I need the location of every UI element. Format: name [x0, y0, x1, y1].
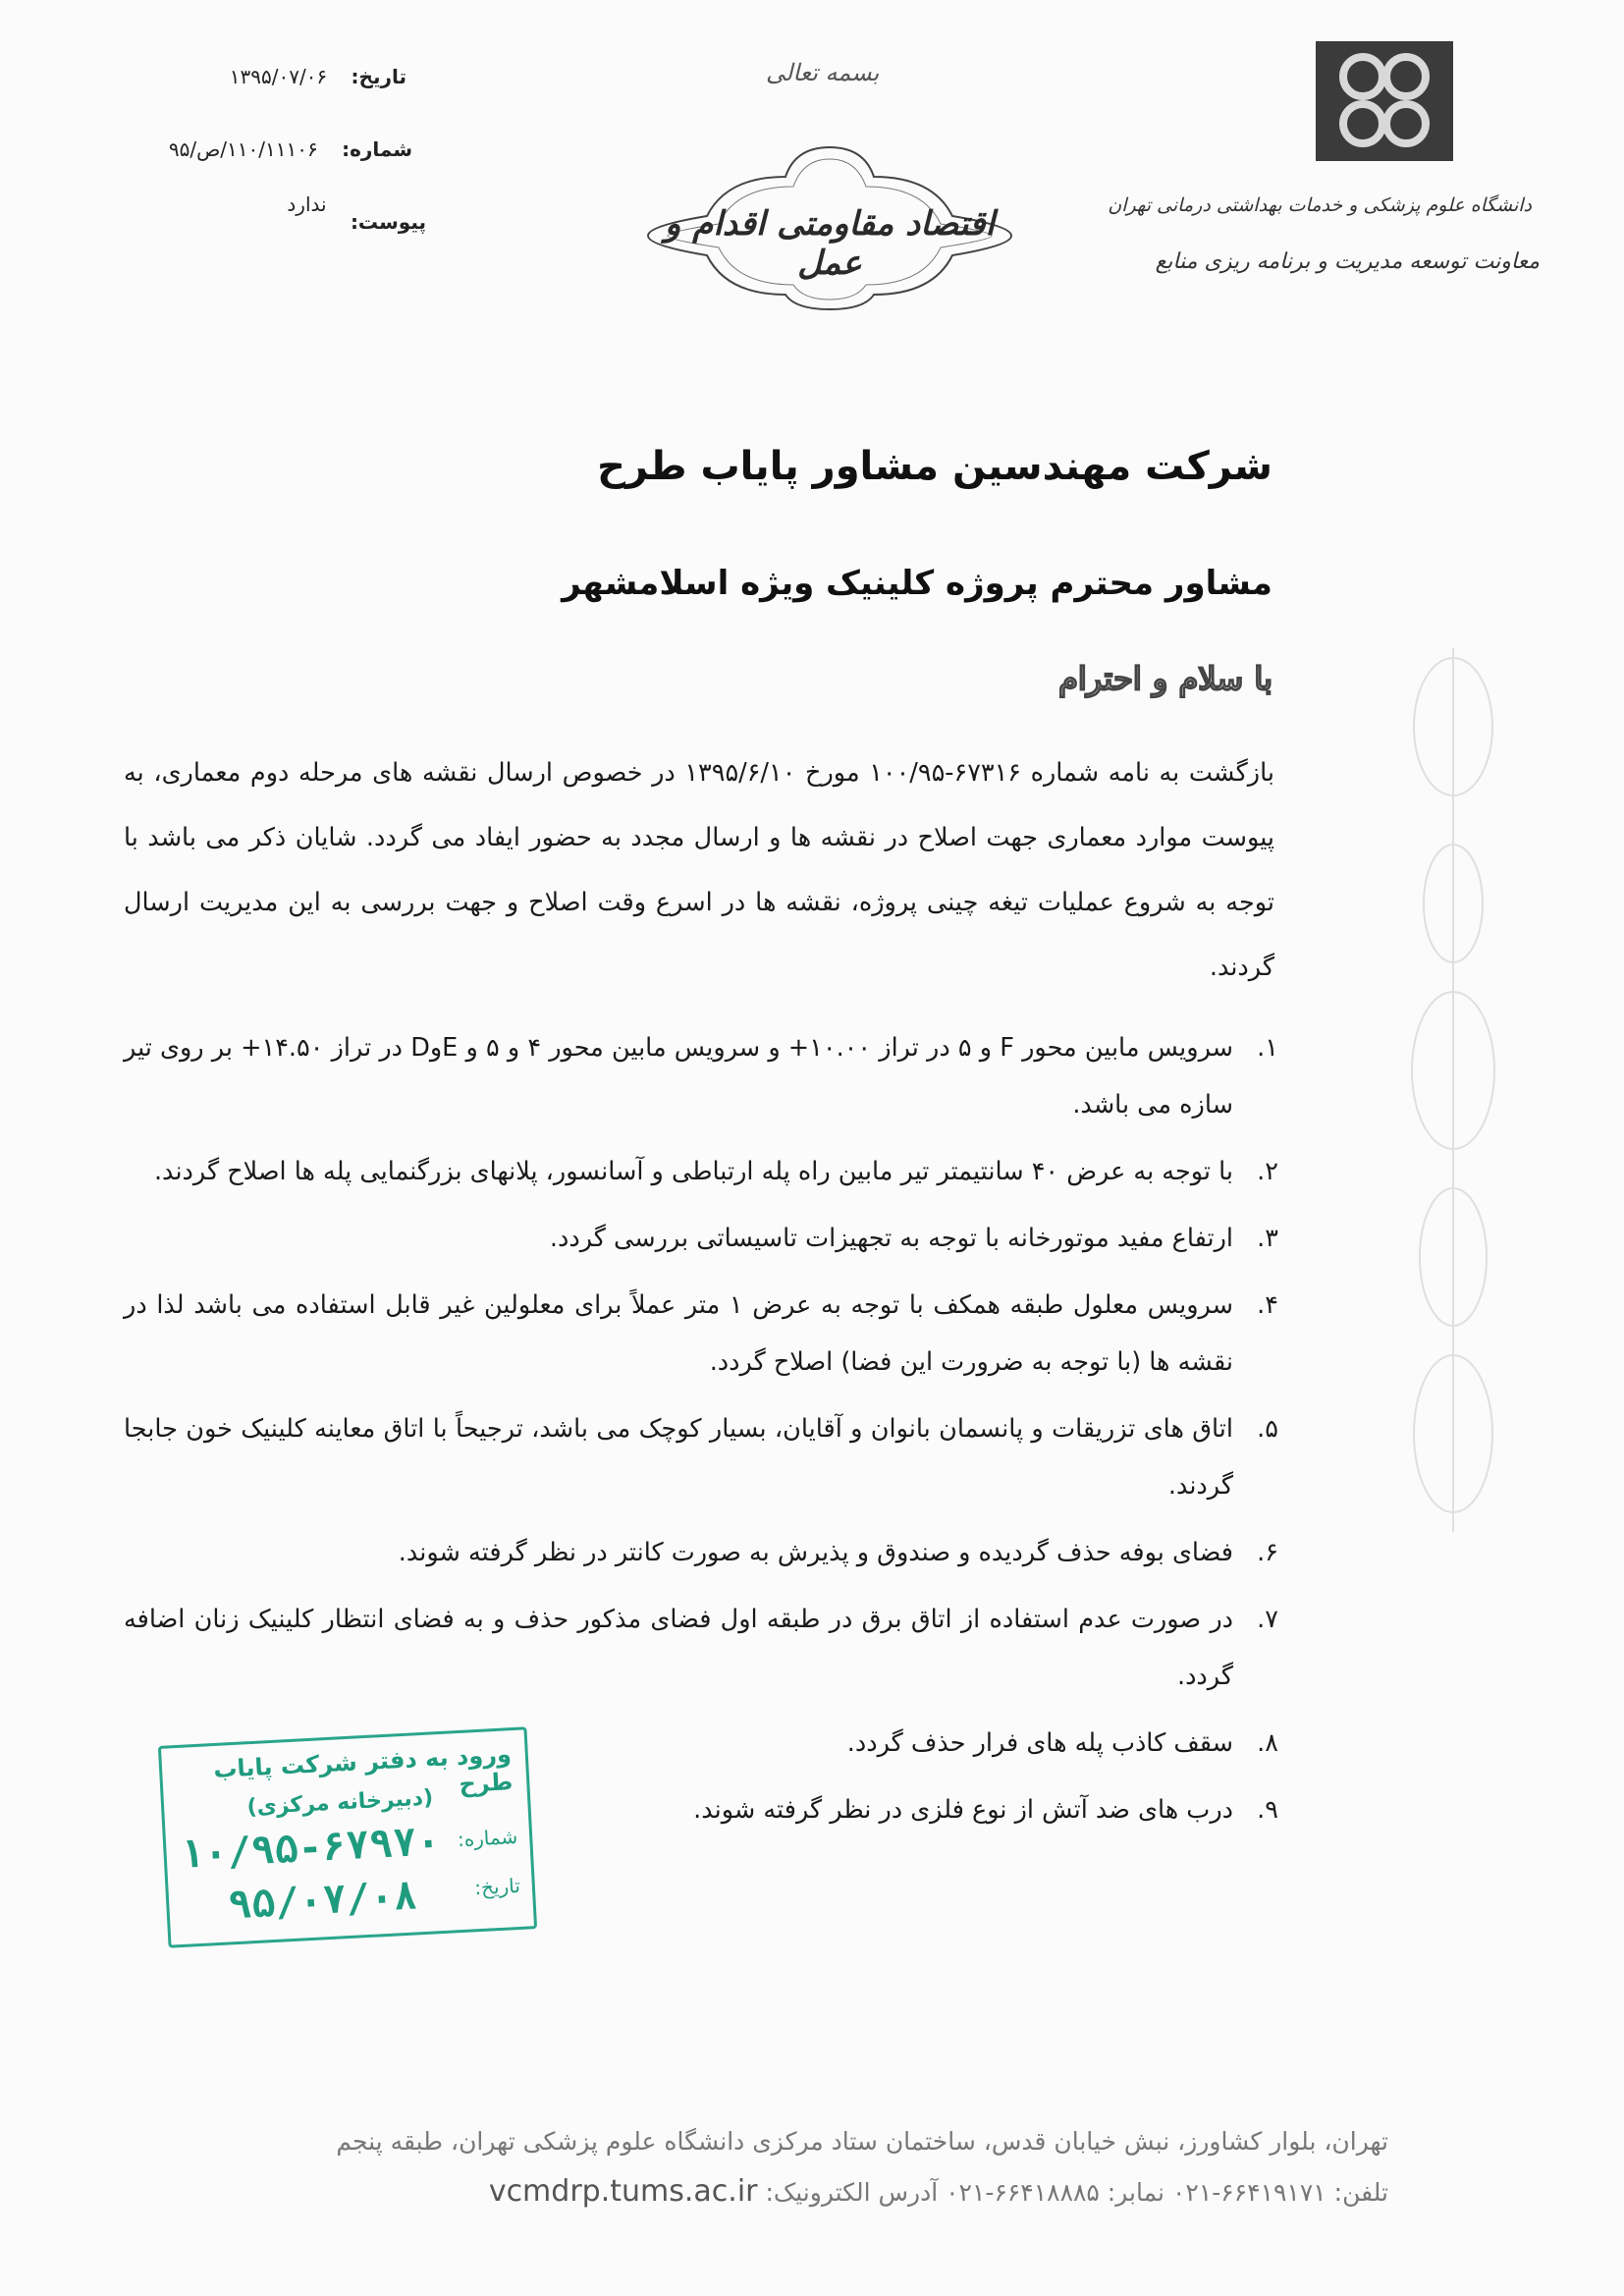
cartouche-text: اقتصاد مقاومتی اقدام و عمل — [665, 204, 995, 283]
university-logo — [1316, 41, 1453, 161]
stamp-number-value: ۱۰/۹۵-۶۷۹۷۰ — [179, 1819, 442, 1878]
list-item-text: سرویس معلول طبقه همکف با توجه به عرض ۱ متر عملاً برای معلولین غیر قابل استفاده می باشد لذا در نقشه ها (با توجه به ضرورت این فضا) اصلاح گردد. — [124, 1290, 1233, 1377]
margin-ornament-icon — [1394, 648, 1512, 1532]
list-item-text: با توجه به عرض ۴۰ سانتیمتر تیر مابین راه پله ارتباطی و آسانسور، پلانهای بزرگنمایی پله ها اصلاح گردند. — [153, 1157, 1233, 1186]
requirements-list — [124, 1019, 1302, 1848]
stamp-date-label: تاریخ: — [473, 1873, 521, 1900]
list-item-number: ۵. — [1257, 1414, 1278, 1444]
list-item-number: ۶. — [1257, 1538, 1278, 1567]
attachment-row — [287, 192, 426, 234]
list-item — [124, 1591, 1302, 1705]
list-item-number: ۱. — [1257, 1033, 1278, 1063]
recipient-addressee: مشاور محترم پروژه کلینیک ویژه اسلامشهر — [562, 564, 1272, 603]
university-name: دانشگاه علوم پزشکی و خدمات بهداشتی درمانی تهران — [1108, 194, 1532, 216]
university-department: معاونت توسعه مدیریت و برنامه ریزی منابع — [1155, 249, 1540, 274]
date-label: تاریخ: — [351, 65, 406, 88]
date-value: ۱۳۹۵/۰۷/۰۶ — [229, 65, 328, 88]
stamp-number-label: شماره: — [457, 1824, 518, 1852]
bismillah: بسمه تعالی — [766, 59, 880, 86]
footer-website-link[interactable]: vcmdrp.tums.ac.ir — [488, 2174, 758, 2209]
list-item — [124, 1400, 1302, 1514]
number-row — [169, 137, 412, 161]
list-item-number: ۸. — [1257, 1728, 1278, 1758]
list-item-text: در صورت عدم استفاده از اتاق برق در طبقه اول فضای مذکور حذف و به فضای انتظار کلینیک زنان اضافه گردد. — [124, 1605, 1233, 1691]
date-row — [230, 65, 406, 88]
number-label: شماره: — [342, 137, 412, 161]
list-item-text: ارتفاع مفید موتورخانه با توجه به تجهیزات تاسیساتی بررسی گردد. — [549, 1224, 1233, 1253]
attachment-value: ندارد — [287, 192, 327, 216]
list-item-number: ۲. — [1257, 1157, 1278, 1186]
received-stamp — [158, 1726, 537, 1947]
list-item-text: فضای بوفه حذف گردیده و صندوق و پذیرش به صورت کانتر در نظر گرفته شوند. — [398, 1538, 1233, 1567]
stamp-date-value: ۹۵/۰۷/۰۸ — [227, 1873, 419, 1929]
list-item-number: ۹. — [1257, 1795, 1278, 1825]
footer-contact — [489, 2174, 1388, 2209]
list-item-text: سقف کاذب پله های فرار حذف گردد. — [846, 1728, 1233, 1758]
list-item-text: اتاق های تزریقات و پانسمان بانوان و آقایان، بسیار کوچک می باشد، ترجیحاً با اتاق معاینه کلینیک خون جابجا گردند. — [124, 1414, 1233, 1501]
footer-phone: تلفن: ۶۶۴۱۹۱۷۱-۰۲۱ نمابر: ۶۶۴۱۸۸۸۵-۰۲۱ آدرس الکترونیک: — [765, 2178, 1388, 2207]
attachment-label: پیوست: — [350, 210, 426, 234]
stamp-subtitle: (دبیرخانه مرکزی) — [245, 1785, 434, 1821]
footer-address: تهران، بلوار کشاورز، نبش خیابان قدس، ساختمان ستاد مرکزی دانشگاه علوم پزشکی تهران، طبقه پنجم — [336, 2127, 1388, 2156]
list-item — [124, 1019, 1302, 1133]
recipient-company: شرکت مهندسین مشاور پایاب طرح — [597, 444, 1272, 489]
list-item — [124, 1210, 1302, 1267]
list-item-text: درب های ضد آتش از نوع فلزی در نظر گرفته شوند. — [693, 1795, 1233, 1825]
list-item — [124, 1143, 1302, 1200]
list-item-text: سرویس مابین محور F و ۵ در تراز ۱۰.۰۰+ و سرویس مابین محور ۴ و ۵ و EوD در تراز ۱۴.۵۰+ بر روی تیر سازه می باشد. — [124, 1033, 1234, 1120]
list-item — [124, 1277, 1302, 1391]
intro-paragraph: بازگشت به نامه شماره ۶۷۳۱۶-۱۰۰/۹۵ مورخ ۱۳۹۵/۶/۱۰ در خصوص ارسال نقشه های مرحله دوم معماری، به پیوست موارد معماری جهت اصلاح در نقشه ها و ارسال مجدد به حضور ایفاد می گردد. شایان ذکر می باشد با توجه به شروع عملیات تیغه چینی پروژه، نقشه ها در اسرع وقت اصلاح و جهت بررسی به این مدیریت ارسال گردند. — [124, 758, 1274, 982]
logo-emblem-icon — [1316, 41, 1453, 161]
stamp-title: ورود به دفتر شرکت پایاب طرح — [212, 1740, 514, 1798]
number-value: ۱۱۰/۱۱۱۰۶/ص/۹۵ — [168, 137, 318, 161]
list-item-number: ۷. — [1257, 1605, 1278, 1634]
greeting: با سلام و احترام — [1058, 660, 1272, 697]
list-item — [124, 1524, 1302, 1581]
list-item-number: ۳. — [1257, 1224, 1278, 1253]
list-item-number: ۴. — [1257, 1290, 1278, 1320]
